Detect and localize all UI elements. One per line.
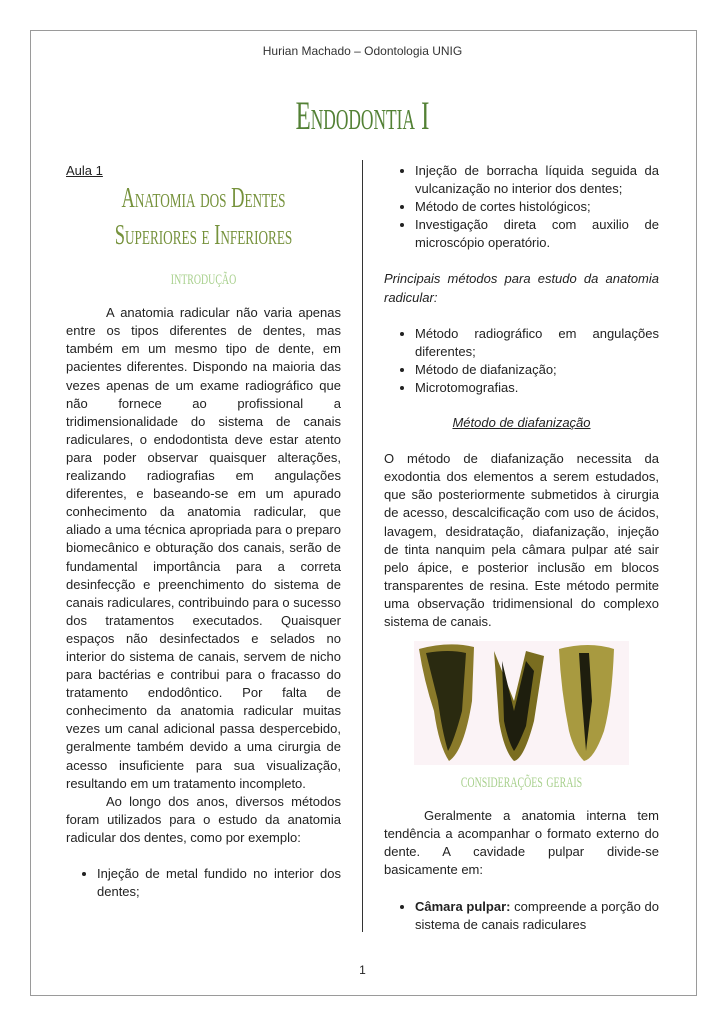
term-camara-pulpar: Câmara pulpar:	[415, 898, 511, 914]
list-item: • Injeção de metal fundido no interior dos dentes;	[97, 865, 341, 901]
diaphanized-teeth-image	[414, 641, 629, 765]
lesson-label: Aula 1	[66, 163, 103, 178]
list-item: • Método de cortes histológicos;	[415, 198, 659, 216]
list-item	[415, 898, 659, 934]
section-heading-introducao: introdução	[170, 264, 237, 290]
list-item: • Injeção de borracha líquida seguida da vulcanização no interior dos dentes;	[415, 162, 659, 198]
methods-list	[66, 865, 341, 901]
main-methods-intro: Principais métodos para estudo da anatomia radicular:	[384, 271, 659, 305]
methods-list-continued	[384, 162, 659, 252]
right-column	[384, 162, 659, 934]
document-title: Endodontia I	[295, 93, 430, 138]
lesson-heading-line1: Anatomia dos Dentes	[121, 183, 286, 215]
lesson-heading-line2: Superiores e Inferiores	[114, 220, 293, 252]
list-item: • Método de diafanização;	[415, 361, 659, 379]
list-item: • Método radiográfico em angulações diferentes;	[415, 325, 659, 361]
page-number: 1	[359, 963, 366, 977]
consideracoes-paragraph: Geralmente a anatomia interna tem tendência a acompanhar o formato externo do dente. A cavidade pulpar divide-se basicamente em:	[384, 808, 659, 878]
term-description: compreende a porção do sistema de canais radiculares	[415, 898, 659, 932]
methods-paragraph: Ao longo dos anos, diversos métodos foram utilizados para o estudo da anatomia radicular dos dentes, como por exemplo:	[66, 793, 341, 845]
column-divider	[362, 160, 363, 932]
main-methods-list	[384, 325, 659, 397]
subheading-diafanizacao: Método de diafanização	[452, 415, 591, 431]
diafanizacao-paragraph: O método de diafanização necessita da exodontia dos elementos a serem estudados, que são posteriormente submetidos à cirurgia de acesso, descalcificação com uso de ácidos, lavagem, desidratação, diafanização, injeção de tinta nanquim pela câmara pulpar até sair pelo ápice, e posterior inclusão em blocos transparentes de resina. Este método permite uma observação tridimensional do complexo sistema de canais.	[384, 451, 659, 629]
left-column	[66, 162, 341, 901]
cavity-list	[384, 898, 659, 934]
page-header: Hurian Machado – Odontologia UNIG	[262, 44, 463, 58]
section-heading-consideracoes: considerações gerais	[460, 767, 583, 793]
intro-paragraph: A anatomia radicular não varia apenas entre os tipos diferentes de dentes, mas também em um mesmo tipo de dente, em pacientes diferentes. Dispondo na maioria das vezes apenas de um exame radiográfico que não fornece ao profissional a tridimensionalidade do sistema de canais radiculares, o endodontista deve estar atento para poder observar quaisquer alterações, realizando radiografias em angulações diferentes, e baseando-se em um apurado conhecimento da anatomia radicular, que aliado a uma técnica apropriada para o preparo biomecânico e obturação dos canais, serão de fundamental importância para a correta desinfecção e preenchimento do sistema de canais radiculares, contribuindo para o sucesso dos tratamentos executados. Quaisquer espaços não desinfectados e selados no interior do sistema de canais, servem de nicho para bactérias e contribui para o fracasso do tratamento endodôntico. Por falta de conhecimento da anatomia radicular muitas vezes um canal adicional passa despercebido, geralmente também devido a uma cirurgia de acesso insuficiente para sua visualização, resultando em um tratamento incompleto.	[66, 305, 341, 791]
list-item: • Microtomografias.	[415, 379, 659, 397]
list-item: • Investigação direta com auxilio de microscópio operatório.	[415, 216, 659, 252]
